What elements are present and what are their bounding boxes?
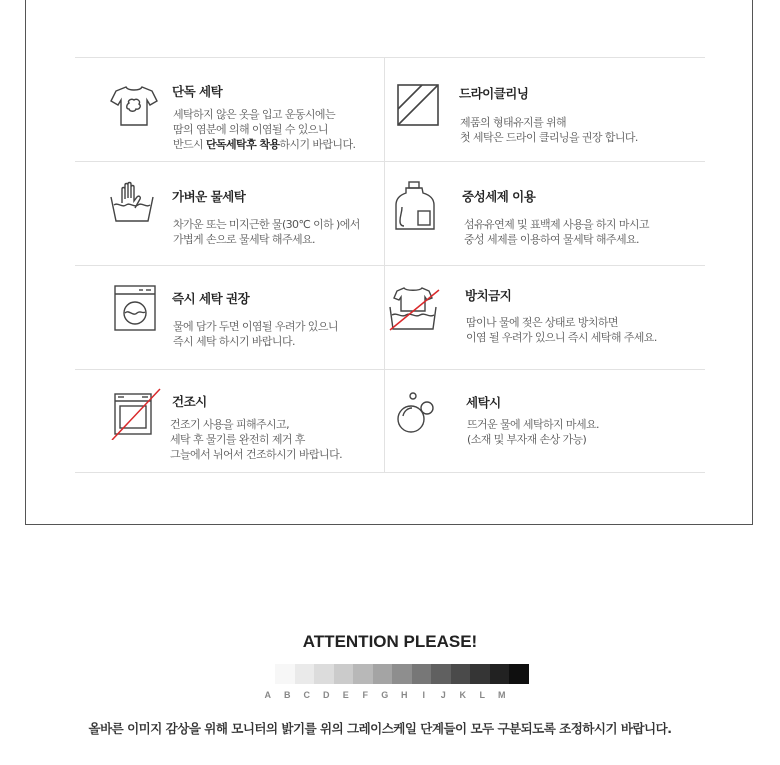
care-description-line: 그늘에서 뉘어서 건조하시기 바랍니다.	[170, 448, 343, 461]
text-span: 하시기 바랍니다.	[279, 138, 356, 151]
care-description-line: 중성 세제를 이용하여 물세탁 해주세요.	[464, 233, 639, 246]
grayscale-swatch	[431, 664, 451, 684]
grayscale-letter: I	[422, 690, 425, 700]
care-title: 세탁시	[466, 395, 501, 410]
grayscale-scale	[275, 664, 529, 684]
care-description-line: 섬유유연제 및 표백제 사용을 하지 마시고	[464, 218, 649, 231]
grayscale-swatch	[275, 664, 295, 684]
care-description-line: 세탁하지 않은 옷을 입고 운동시에는	[173, 108, 335, 121]
text-span: 반드시	[173, 138, 206, 151]
care-item-gentle-wash	[75, 161, 385, 265]
care-instructions-grid	[75, 57, 705, 473]
care-title: 단독 세탁	[172, 84, 223, 99]
care-description	[173, 107, 355, 152]
grayscale-swatch	[334, 664, 354, 684]
care-description-line: 물에 담가 두면 이염될 우려가 있으니	[173, 320, 338, 333]
care-description	[464, 217, 649, 247]
care-description-line: 차가운 또는 미지근한 물(30℃ 이하 )에서	[173, 218, 360, 231]
grayscale-swatch	[470, 664, 490, 684]
no-soak-basin-icon	[387, 283, 441, 337]
grayscale-letters	[258, 690, 512, 700]
care-description-line: 세탁 후 물기를 완전히 제거 후	[170, 433, 305, 446]
bubbles-icon	[393, 387, 447, 441]
grayscale-letter: A	[264, 690, 271, 700]
care-item-wash-immediately	[75, 265, 385, 369]
grayscale-swatch	[373, 664, 393, 684]
grayscale-letter: L	[479, 690, 485, 700]
care-description	[467, 417, 599, 447]
care-description-line: 가볍게 손으로 물세탁 해주세요.	[173, 233, 315, 246]
grayscale-letter: D	[323, 690, 330, 700]
care-title: 방치금지	[465, 288, 512, 303]
care-item-when-washing	[385, 369, 695, 473]
care-title: 중성세제 이용	[462, 189, 536, 204]
grayscale-swatch	[451, 664, 471, 684]
care-description-line: 뜨거운 물에 세탁하지 마세요.	[467, 418, 599, 431]
care-item-neutral-detergent	[385, 161, 695, 265]
care-description-line: 이염 될 우려가 있으니 즉시 세탁해 주세요.	[466, 331, 657, 344]
grayscale-letter: E	[342, 690, 349, 700]
care-item-drying	[75, 369, 385, 473]
care-description	[173, 319, 338, 349]
dry-clean-square-icon	[389, 79, 443, 133]
care-description-line: 즉시 세탁 하시기 바랍니다.	[173, 335, 295, 348]
care-description-line: 제품의 형태유지를 위해	[460, 116, 567, 129]
care-item-no-soaking	[385, 265, 695, 369]
grayscale-letter: H	[401, 690, 408, 700]
grayscale-letter: B	[284, 690, 291, 700]
care-description	[466, 315, 657, 345]
care-description-line: (소재 및 부자재 손상 가능)	[467, 433, 587, 446]
emphasis-text: 단독세탁후 착용	[205, 138, 280, 151]
hand-wash-basin-icon	[106, 177, 160, 231]
care-description-line: 땀의 염분에 의해 이염될 수 있으니	[173, 123, 328, 136]
washing-machine-icon	[109, 283, 163, 337]
care-description-line: 땀이나 물에 젖은 상태로 방치하면	[466, 316, 618, 329]
care-description	[170, 417, 342, 462]
grayscale-swatch	[509, 664, 529, 684]
grayscale-letter: K	[459, 690, 466, 700]
care-title: 가벼운 물세탁	[172, 189, 246, 204]
grayscale-swatch	[314, 664, 334, 684]
tshirt-icon	[107, 79, 161, 133]
grayscale-letter: G	[381, 690, 389, 700]
care-item-wash-separately	[75, 57, 385, 161]
grayscale-swatch	[392, 664, 412, 684]
grayscale-letter: F	[362, 690, 368, 700]
grayscale-swatch	[412, 664, 432, 684]
grayscale-letter: J	[440, 690, 446, 700]
care-description-line	[173, 137, 355, 152]
monitor-brightness-notice: 올바른 이미지 감상을 위해 모니터의 밝기를 위의 그레이스케일 단계들이 모두 구분되도록 조정하시기 바랍니다.	[88, 721, 672, 736]
no-tumble-dryer-icon	[108, 386, 162, 440]
care-description	[173, 217, 360, 247]
grayscale-swatch	[295, 664, 315, 684]
care-description	[460, 115, 638, 145]
care-title: 즉시 세탁 권장	[172, 291, 250, 306]
care-item-dry-clean	[385, 57, 695, 161]
detergent-bottle-icon	[388, 179, 442, 233]
care-title: 드라이클리닝	[459, 86, 529, 101]
care-description-line: 첫 세탁은 드라이 클리닝을 권장 합니다.	[460, 131, 638, 144]
care-title: 건조시	[172, 394, 207, 409]
grayscale-letter: M	[498, 690, 506, 700]
attention-title: ATTENTION PLEASE!	[302, 632, 478, 651]
care-description-line: 건조기 사용을 피해주시고,	[170, 418, 289, 431]
grayscale-swatch	[490, 664, 510, 684]
grayscale-letter: C	[303, 690, 310, 700]
grayscale-swatch	[353, 664, 373, 684]
